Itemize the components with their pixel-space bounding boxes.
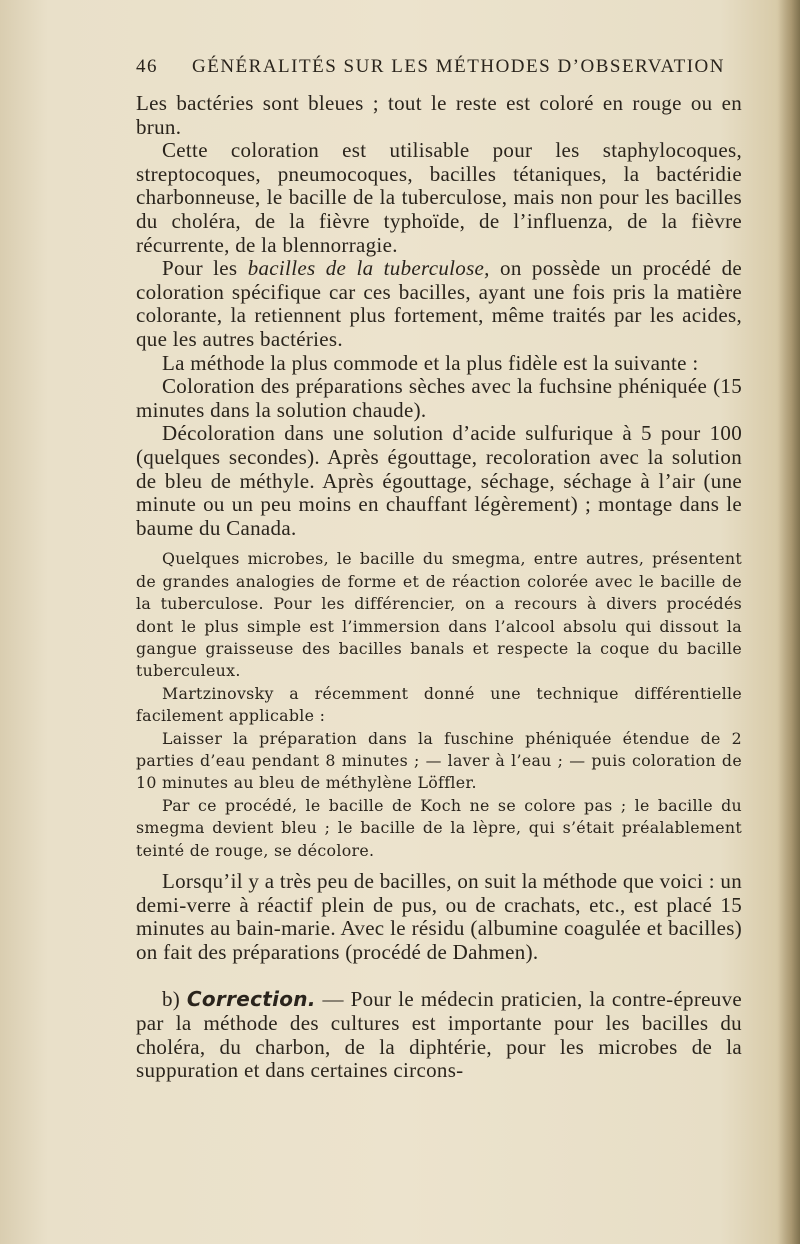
paragraph: La méthode la plus commode et la plus fidèle est la suivante : [162, 350, 699, 375]
section-title: Correction. [186, 987, 316, 1012]
paragraph-tuberculosis: Pour les bacilles de la tuberculose, on possède un procédé de coloration spécifique car ces bacilles, ayant une fois pris la matière colorante, la retiennent plus fortement, même traités par les acides, que les autres bactéries. [136, 256, 742, 351]
running-title: GÉNÉRALITÉS SUR LES MÉTHODES D’OBSERVATION [192, 56, 725, 77]
small-paragraph: Par ce procédé, le bacille de Koch ne se colore pas ; le bacille du smegma devient bleu ; le bacille de la lèpre, qui s’était préalablement teinté de rouge, se décolore. [136, 795, 742, 860]
page-edge-shadow [778, 0, 800, 1244]
paragraph: Cette coloration est utilisable pour les staphylocoques, streptocoques, pneumocoques, bacilles tétaniques, la bactéridie charbonneuse, le bacille de la tuberculose, mais non pour les bacilles du choléra, de la fièvre typhoïde, de l’influenza, de la fièvre récurrente, de la blennorragie. [136, 138, 742, 257]
small-paragraph: Martzinovsky a récemment donné une technique différentielle facilement applicable : [136, 683, 742, 726]
page-body [136, 92, 742, 1083]
italic-term: bacilles de la tuberculose, [247, 256, 490, 281]
paragraph: Décoloration dans une solution d’acide sulfurique à 5 pour 100 (quelques secondes). Après égouttage, recoloration avec la solution de bleu de méthyle. Après égouttage, séchage, séchage à l’air (une minute ou un peu moins en chauffant légèrement) ; montage dans le baume du Canada. [136, 421, 742, 540]
running-header [136, 56, 725, 78]
paragraph: Les bactéries sont bleues ; tout le reste est coloré en rouge ou en brun. [136, 91, 742, 139]
small-paragraph: Quelques microbes, le bacille du smegma, entre autres, présentent de grandes analogies de forme et de réaction colorée avec le bacille de la tuberculose. Pour les différencier, on a recours à divers procédés dont le plus simple est l’immersion dans l’alcool absolu qui dissout la gangue graisseuse des bacilles banals et respecte la coque du bacille tuberculeux. [136, 549, 742, 681]
paragraph: Coloration des préparations sèches avec la fuchsine phéniquée (15 minutes dans la solution chaude). [136, 374, 742, 422]
page-number: 46 [136, 56, 158, 77]
small-paragraph: Laisser la préparation dans la fuschine phéniquée étendue de 2 parties d’eau pendant 8 minutes ; — laver à l’eau ; — puis coloration de 10 minutes au bleu de méthylène Löffler. [136, 728, 742, 793]
paragraph-correction: b) Correction. — Pour le médecin praticien, la contre-épreuve par la méthode des cultures est importante pour les bacilles du choléra, du charbon, de la diphtérie, pour les microbes de la suppuration et dans certaines circons- [136, 987, 742, 1083]
paragraph: Lorsqu’il y a très peu de bacilles, on suit la méthode que voici : un demi-verre à réactif plein de pus, ou de crachats, etc., est placé 15 minutes au bain-marie. Avec le résidu (albumine coagulée et bacilles) on fait des préparations (procédé de Dahmen). [136, 868, 742, 964]
